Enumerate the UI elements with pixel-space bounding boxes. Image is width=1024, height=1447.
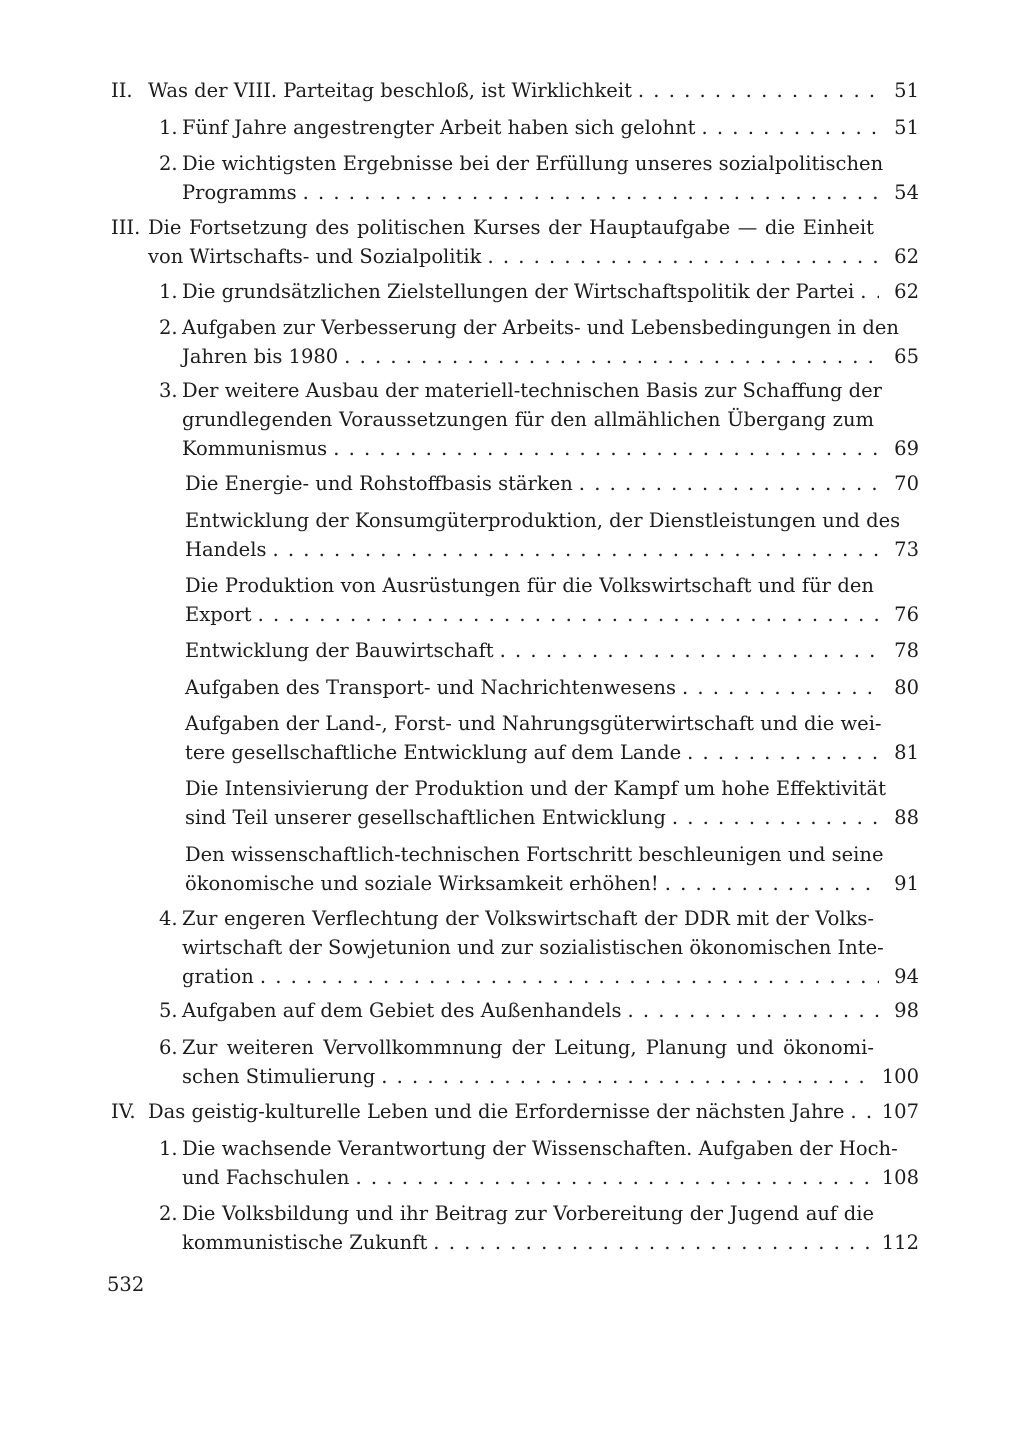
dot-leader — [621, 996, 879, 1025]
toc-entry-title-line: Fünf Jahre angestrengter Arbeit haben sich gelohnt — [182, 116, 696, 139]
toc-entry-page: 78 — [894, 639, 919, 662]
toc-entry-title-line: Export — [185, 603, 252, 626]
toc-entry-title-line: Die grundsätzlichen Zielstellungen der Wirtschaftspolitik der Partei — [182, 280, 855, 303]
toc-entry-last-line — [182, 434, 919, 463]
toc-entry-title-line: grundlegenden Voraussetzungen für den allmählichen Übergang zum — [182, 408, 874, 431]
toc-entry-last-line — [182, 113, 919, 142]
toc-entry-page: 69 — [894, 437, 919, 460]
toc-entry-title-line: Entwicklung der Konsumgüterproduktion, der Dienstleistungen und des — [185, 509, 901, 532]
dot-leader — [494, 636, 879, 665]
dot-leader — [676, 673, 879, 702]
toc-entry-title-line: tere gesellschaftliche Entwicklung auf dem Lande — [185, 741, 682, 764]
toc-entry-number: 5. — [159, 999, 178, 1022]
toc-entry-page: 100 — [881, 1065, 919, 1088]
toc-entry-last-line — [185, 535, 919, 564]
toc-entry-number: 2. — [159, 152, 178, 175]
dot-leader — [854, 277, 879, 306]
toc-entry-last-line — [185, 469, 919, 498]
dot-leader — [327, 434, 879, 463]
dot-leader — [681, 738, 879, 767]
dot-leader — [481, 242, 879, 271]
toc-entry-title-line: Der weitere Ausbau der materiell-technischen Basis zur Schaffung der — [182, 379, 882, 402]
toc-entry-page: 70 — [894, 472, 919, 495]
toc-entry-title-line: Aufgaben zur Verbesserung der Arbeits- und Lebensbedingungen in den — [182, 316, 899, 339]
toc-entry-title-line: Die Volksbildung und ihr Beitrag zur Vorbereitung der Jugend auf die — [182, 1202, 874, 1225]
toc-entry-title-line: Die wichtigsten Ergebnisse bei der Erfüllung unseres sozialpolitischen — [182, 152, 884, 175]
toc-entry-last-line — [185, 738, 919, 767]
toc-entry-last-line — [148, 76, 919, 105]
page-number: 532 — [107, 1273, 145, 1296]
dot-leader — [297, 178, 879, 207]
dot-leader — [659, 869, 879, 898]
toc-entry-last-line — [148, 242, 919, 271]
toc-entry-title-line: Aufgaben auf dem Gebiet des Außenhandels — [182, 999, 622, 1022]
toc-entry-title-line: Die wachsende Verantwortung der Wissenschaften. Aufgaben der Hoch- — [182, 1137, 898, 1160]
toc-entry-title-line: Jahren bis 1980 — [182, 345, 339, 368]
toc-entry-title-line: von Wirtschafts- und Sozialpolitik — [148, 245, 482, 268]
toc-entry-title-line: sind Teil unserer gesellschaftlichen Entwicklung — [185, 806, 666, 829]
toc-entry-title-line: ökonomische und soziale Wirksamkeit erhöhen! — [185, 872, 659, 895]
toc-entry-page: 62 — [894, 245, 919, 268]
toc-entry-page: 62 — [894, 280, 919, 303]
toc-entry-last-line — [185, 869, 919, 898]
toc-entry-page: 81 — [894, 741, 919, 764]
dot-leader — [844, 1097, 871, 1126]
toc-entry-number: IV. — [111, 1100, 136, 1123]
toc-entry-title-line: Entwicklung der Bauwirtschaft — [185, 639, 494, 662]
toc-entry-page: 80 — [894, 676, 919, 699]
toc-entry-page: 76 — [894, 603, 919, 626]
toc-entry-page: 94 — [894, 965, 919, 988]
toc-entry-last-line — [182, 962, 919, 991]
toc-entry-page: 51 — [894, 116, 919, 139]
dot-leader — [696, 113, 879, 142]
toc-entry-page: 54 — [894, 181, 919, 204]
toc-entry-title-line: Das geistig-kulturelle Leben und die Erfordernisse der nächsten Jahre — [148, 1100, 845, 1123]
toc-entry-last-line — [185, 673, 919, 702]
toc-entry-number: 6. — [159, 1036, 178, 1059]
toc-entry-number: 1. — [159, 1137, 178, 1160]
toc-entry-title-line: wirtschaft der Sowjetunion und zur sozialistischen ökonomischen Inte- — [182, 936, 884, 959]
dot-leader — [266, 535, 879, 564]
dot-leader — [338, 342, 879, 371]
toc-entry-page: 112 — [881, 1231, 919, 1254]
toc-entry-last-line — [182, 996, 919, 1025]
toc-entry-title-line: Kommunismus — [182, 437, 328, 460]
toc-entry-title-line: kommunistische Zukunft — [182, 1231, 428, 1254]
toc-entry-page: 91 — [894, 872, 919, 895]
toc-entry-page: 108 — [881, 1166, 919, 1189]
toc-entry-last-line — [182, 342, 919, 371]
dot-leader — [573, 469, 879, 498]
toc-entry-number: 2. — [159, 1202, 178, 1225]
toc-entry-title-line: Zur weiteren Vervollkommnung der Leitung, Planung und ökonomi- — [182, 1036, 874, 1059]
dot-leader — [252, 600, 879, 629]
toc-entry-title-line: Zur engeren Verflechtung der Volkswirtschaft der DDR mit der Volks- — [182, 907, 874, 930]
toc-entry-title-line: Die Energie- und Rohstoffbasis stärken — [185, 472, 573, 495]
dot-leader — [254, 962, 879, 991]
toc-entry-last-line — [182, 178, 919, 207]
toc-entry-title-line: schen Stimulierung — [182, 1065, 376, 1088]
toc-entry-page: 107 — [881, 1100, 919, 1123]
toc-entry-page: 73 — [894, 538, 919, 561]
dot-leader — [666, 803, 879, 832]
toc-entry-title-line: gration — [182, 965, 254, 988]
toc-entry-title-line: Den wissenschaftlich-technischen Fortschritt beschleunigen und seine — [185, 843, 884, 866]
toc-entry-last-line — [182, 277, 919, 306]
toc-entry-title-line: Die Intensivierung der Produktion und der Kampf um hohe Effektivität — [185, 777, 886, 800]
toc-entry-page: 51 — [894, 79, 919, 102]
toc-entry-page: 98 — [894, 999, 919, 1022]
dot-leader — [375, 1062, 872, 1091]
toc-entry-page: 88 — [894, 806, 919, 829]
toc-entry-title-line: Die Fortsetzung des politischen Kurses der Hauptaufgabe — die Einheit — [148, 216, 874, 239]
toc-entry-number: II. — [111, 79, 133, 102]
toc-entry-last-line — [182, 1062, 919, 1091]
toc-entry-title-line: Aufgaben der Land-, Forst- und Nahrungsgüterwirtschaft und die wei- — [185, 712, 882, 735]
toc-entry-last-line — [182, 1163, 919, 1192]
toc-entry-title-line: Programms — [182, 181, 297, 204]
toc-entry-number: 4. — [159, 907, 178, 930]
dot-leader — [632, 76, 879, 105]
toc-entry-title-line: und Fachschulen — [182, 1166, 350, 1189]
toc-entry-last-line — [185, 600, 919, 629]
toc-entry-number: 1. — [159, 116, 178, 139]
toc-entry-last-line — [185, 636, 919, 665]
toc-entry-last-line — [148, 1097, 919, 1126]
toc-entry-title-line: Was der VIII. Parteitag beschloß, ist Wirklichkeit — [148, 79, 632, 102]
toc-entry-title-line: Aufgaben des Transport- und Nachrichtenwesens — [185, 676, 676, 699]
dot-leader — [350, 1163, 872, 1192]
toc-entry-title-line: Die Produktion von Ausrüstungen für die Volkswirtschaft und für den — [185, 574, 874, 597]
toc-entry-number: 2. — [159, 316, 178, 339]
toc-entry-last-line — [185, 803, 919, 832]
dot-leader — [427, 1228, 871, 1257]
toc-entry-title-line: Handels — [185, 538, 267, 561]
toc-entry-number: 1. — [159, 280, 178, 303]
toc-entry-number: 3. — [159, 379, 178, 402]
toc-entry-page: 65 — [894, 345, 919, 368]
toc-entry-last-line — [182, 1228, 919, 1257]
toc-entry-number: III. — [111, 216, 141, 239]
